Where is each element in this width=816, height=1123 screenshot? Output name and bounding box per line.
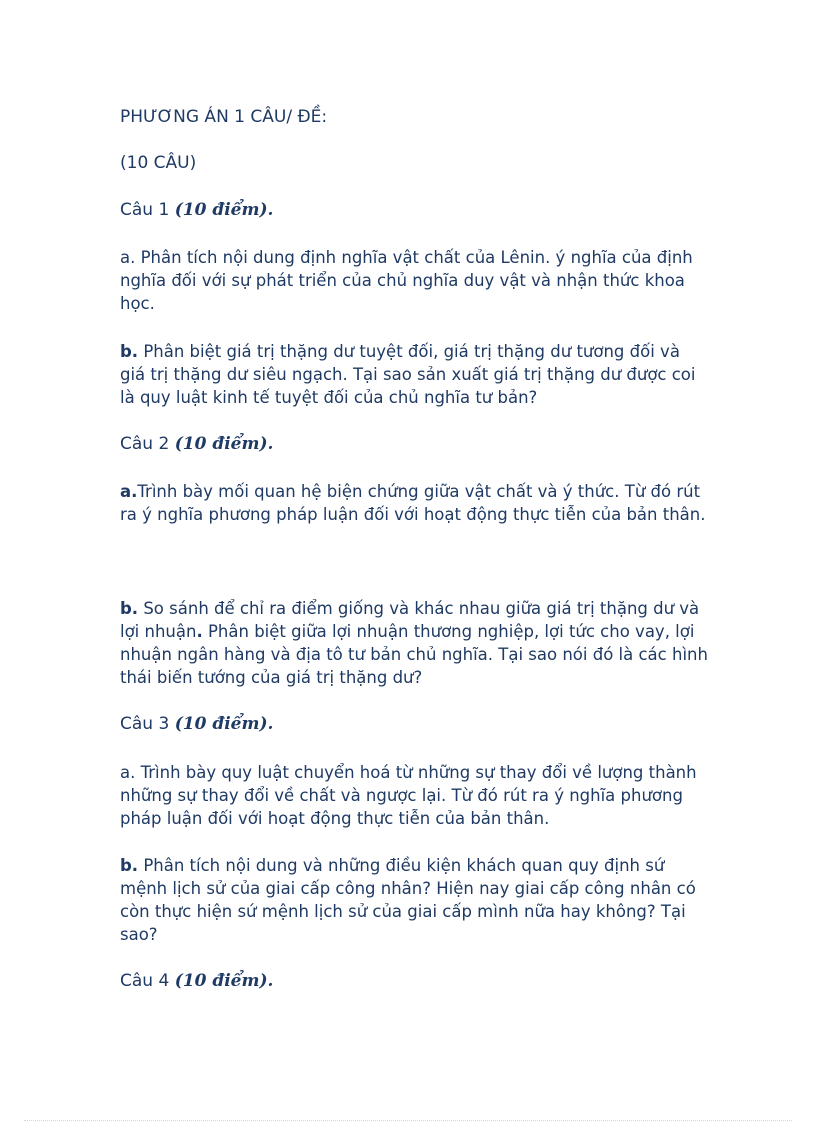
q2-b-line-4: thái biến tướng của giá trị thặng dư? (120, 668, 423, 687)
page-bottom-divider (24, 1120, 792, 1121)
q3-a-line-3: pháp luận đối với hoạt động thực tiễn của bản thân. (120, 809, 550, 828)
question-3-heading (120, 713, 273, 736)
q2-a-text-1: Trình bày mối quan hệ biện chứng giữa vật chất và ý thức. Từ đó rút (137, 482, 701, 501)
q1-b-line-2: giá trị thặng dư siêu ngạch. Tại sao sản xuất giá trị thặng dư được coi (120, 365, 696, 384)
q1-b-label: b. (120, 342, 139, 361)
q3-b-line-4: sao? (120, 925, 158, 944)
q2-b-label: b. (120, 599, 139, 618)
question-3-points: (10 điểm). (174, 714, 274, 734)
q3-b-line-2: mệnh lịch sử của giai cấp công nhân? Hiện nay giai cấp công nhân có (120, 879, 696, 898)
question-4-points: (10 điểm). (174, 971, 274, 991)
q1-a-line-3: học. (120, 294, 155, 313)
q3-b-text-1: Phân tích nội dung và những điều kiện khách quan quy định sứ (138, 856, 665, 875)
q1-b-line-3: là quy luật kinh tế tuyệt đối của chủ nghĩa tư bản? (120, 388, 538, 407)
q3-a-line-2: những sự thay đổi về chất và ngược lại. Từ đó rút ra ý nghĩa phương (120, 786, 683, 805)
q2-b-line-3: nhuận ngân hàng và địa tô tư bản chủ nghĩa. Tại sao nói đó là các hình (120, 645, 708, 664)
question-4-heading (120, 970, 273, 993)
q2-b-text-3: Phân biệt giữa lợi nhuận thương nghiệp, lợi tức cho vay, lợi (202, 622, 695, 641)
q2-b-text-2: lợi nhuận (120, 622, 197, 641)
q3-b-label: b. (120, 856, 139, 875)
q2-b-dot: . (196, 622, 203, 641)
question-count: (10 CÂU) (120, 153, 197, 173)
q3-b-line-1 (120, 854, 664, 877)
q2-a-label: a. (120, 482, 138, 501)
question-2-points: (10 điểm). (174, 434, 274, 454)
q2-a-line-2: ra ý nghĩa phương pháp luận đối với hoạt động thực tiễn của bản thân. (120, 505, 706, 524)
q2-b-line-2 (120, 620, 694, 643)
q1-a-line-2: nghĩa đối với sự phát triển của chủ nghĩa duy vật và nhận thức khoa (120, 271, 685, 290)
q2-a-line-1 (120, 480, 700, 503)
question-3-label: Câu 3 (120, 714, 170, 734)
q2-b-line-1 (120, 597, 699, 620)
question-1-label: Câu 1 (120, 200, 170, 220)
question-1-points: (10 điểm). (174, 200, 274, 220)
question-4-label: Câu 4 (120, 971, 170, 991)
q3-b-line-3: còn thực hiện sứ mệnh lịch sử của giai cấp mình nữa hay không? Tại (120, 902, 686, 921)
question-2-heading (120, 433, 273, 456)
q1-a-line-1: a. Phân tích nội dung định nghĩa vật chất của Lênin. ý nghĩa của định (120, 248, 693, 267)
q1-b-text-1: Phân biệt giá trị thặng dư tuyệt đối, giá trị thặng dư tương đối và (138, 342, 680, 361)
q3-a-line-1: a. Trình bày quy luật chuyển hoá từ những sự thay đổi về lượng thành (120, 763, 697, 782)
q1-b-line-1 (120, 340, 680, 363)
question-2-label: Câu 2 (120, 434, 170, 454)
document-title: PHƯƠNG ÁN 1 CÂU/ ĐỀ: (120, 107, 328, 127)
q2-b-text-1: So sánh để chỉ ra điểm giống và khác nhau giữa giá trị thặng dư và (138, 599, 700, 618)
question-1-heading (120, 199, 273, 222)
